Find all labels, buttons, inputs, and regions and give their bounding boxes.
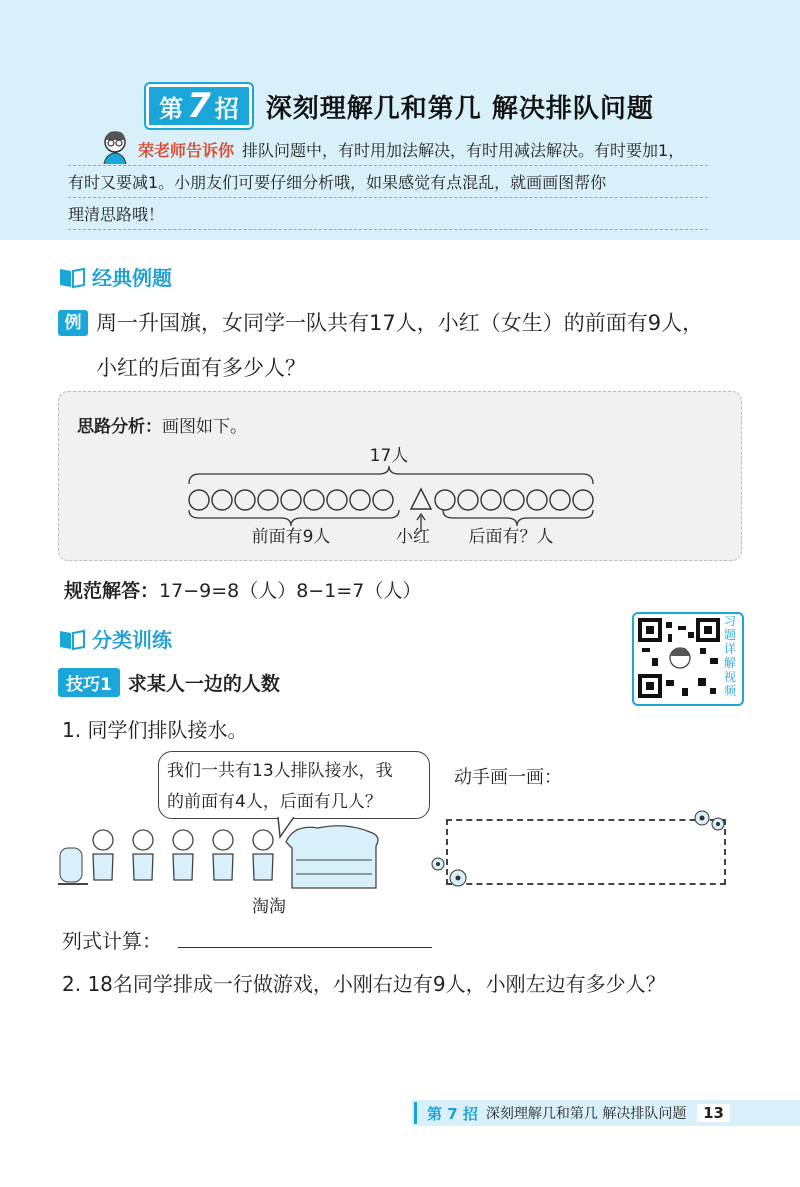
question-1: 1. 同学们排队接水。 [62, 718, 248, 742]
teacher-line-2: 有时又要减1。小朋友们可要仔细分析哦，如果感觉有点混乱，就画画图帮你 [68, 166, 708, 198]
example-tag: 例 [58, 310, 88, 336]
top-brace [189, 466, 593, 484]
queue-circle-front [327, 490, 347, 510]
queue-circle-front [350, 490, 370, 510]
skill-text: 求某人一边的人数 [127, 673, 280, 695]
analysis-text: 画图如下。 [162, 417, 247, 437]
teacher-label: 荣老师告诉你 [138, 141, 235, 160]
flower-decoration-icon [690, 806, 732, 836]
queue-circle-back [458, 490, 478, 510]
chapter-title [0, 84, 800, 128]
answer-label: 规范解答： [64, 580, 160, 602]
section-title: 分类训练 [92, 628, 172, 652]
self-label: 小红 [396, 527, 430, 547]
back-circles [435, 490, 593, 510]
book-icon [58, 627, 86, 651]
book-icon [58, 265, 86, 289]
badge-prefix: 第 [159, 94, 184, 123]
analysis-label: 思路分析： [77, 417, 162, 437]
question-2: 2. 18名同学排成一行做游戏，小刚右边有9人，小刚左边有多少人？ [62, 972, 666, 996]
queue-circle-back [481, 490, 501, 510]
teacher-text-1: 排队问题中，有时用加法解决，有时用减法解决。有时要加1， [242, 141, 685, 160]
queue-circle-back [527, 490, 547, 510]
skill-tag: 技巧1 [58, 668, 120, 697]
queue-circle-front [189, 490, 209, 510]
drawing-area[interactable] [446, 819, 726, 885]
queue-circle-back [435, 490, 455, 510]
kid-name-label: 淘淘 [252, 897, 286, 917]
queue-circle-back [573, 490, 593, 510]
example-question [58, 306, 758, 340]
page-number: 13 [697, 1104, 730, 1122]
qr-pattern-icon [638, 618, 722, 700]
self-triangle [411, 489, 431, 509]
queue-circle-front [304, 490, 324, 510]
back-label: 后面有？人 [468, 527, 554, 547]
footer-chapter: 第 7 招 [427, 1104, 478, 1123]
teacher-line-3: 理清思路哦！ [68, 198, 708, 230]
total-label: 17人 [369, 446, 409, 466]
front-brace [189, 510, 399, 526]
footer-title: 深刻理解几和第几 解决排队问题 [485, 1106, 687, 1122]
section-title: 经典例题 [92, 266, 172, 290]
queue-diagram [59, 392, 741, 560]
badge-number: 7 [187, 86, 211, 126]
back-brace [443, 510, 593, 526]
example-line-2: 小红的后面有多少人？ [96, 356, 306, 380]
queue-circle-front [258, 490, 278, 510]
kids-queue-illustration [58, 818, 398, 898]
bubble-line-1: 我们一共有13人排队接水，我 [167, 761, 393, 781]
analysis-box [58, 391, 742, 561]
queue-circle-back [504, 490, 524, 510]
speech-bubble [158, 751, 430, 819]
answer-blank[interactable] [178, 947, 432, 948]
teacher-tip [68, 134, 708, 230]
front-label: 前面有9人 [251, 527, 331, 547]
section-training [58, 624, 172, 653]
standard-answer [64, 576, 421, 603]
queue-circle-back [550, 490, 570, 510]
front-circles [189, 490, 393, 510]
draw-label: 动手画一画： [454, 767, 562, 788]
footer-bar [414, 1102, 417, 1124]
skill-row [58, 668, 280, 697]
teacher-line-1 [68, 134, 708, 166]
page-footer [412, 1100, 800, 1126]
queue-circle-front [373, 490, 393, 510]
queue-circle-front [235, 490, 255, 510]
answer-text: 17−9=8（人）8−1=7（人） [159, 580, 422, 602]
queue-circle-front [281, 490, 301, 510]
qr-side-text: 习题详解视频 [723, 614, 736, 698]
page-title: 深刻理解几和第几 解决排队问题 [265, 93, 654, 124]
bubble-line-2: 的前面有4人，后面有几人？ [167, 792, 382, 812]
calc-label: 列式计算： [62, 929, 162, 953]
section-classic-examples [58, 262, 172, 291]
example-line-1: 周一升国旗，女同学一队共有17人，小红（女生）的前面有9人， [96, 311, 704, 335]
queue-circle-front [212, 490, 232, 510]
flower-decoration-icon [428, 852, 474, 890]
chapter-badge [146, 84, 252, 128]
badge-suffix: 招 [214, 94, 239, 123]
